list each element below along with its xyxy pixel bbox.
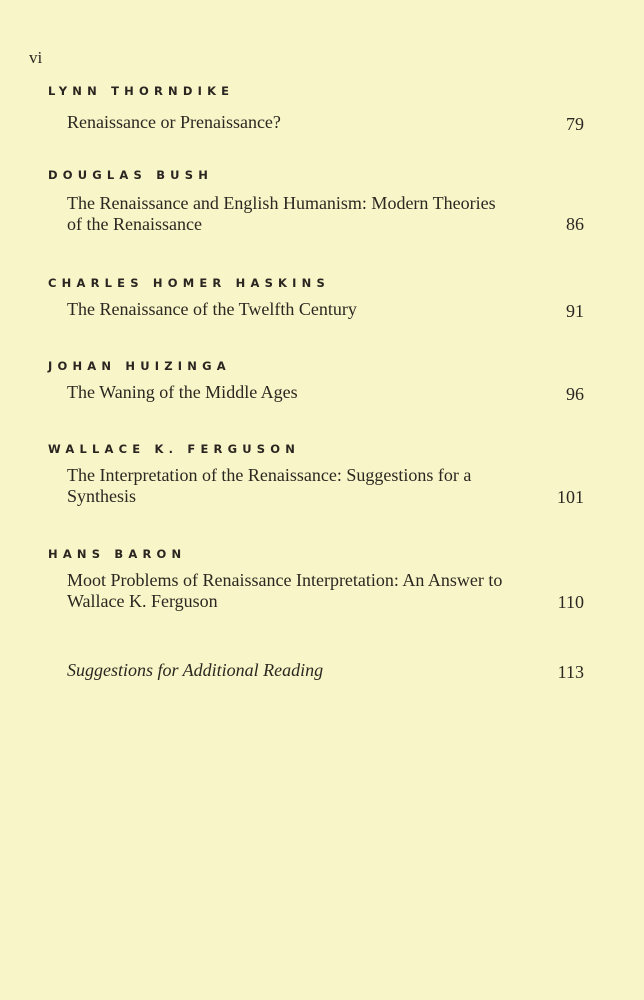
title-line: of the Renaissance xyxy=(67,214,202,234)
entry-page: 79 xyxy=(566,114,584,134)
entry-title: Renaissance or Prenaissance? xyxy=(67,112,281,132)
entry-author: DOUGLAS BUSH xyxy=(48,168,214,182)
entry-page: 86 xyxy=(566,214,584,234)
title-line: Wallace K. Ferguson xyxy=(67,591,218,611)
entry-title xyxy=(67,570,527,612)
entry-author: WALLACE K. FERGUSON xyxy=(48,442,301,456)
suggestions-title: Suggestions for Additional Reading xyxy=(67,660,324,680)
entry-title: The Renaissance of the Twelfth Century xyxy=(67,299,357,319)
page-folio: vi xyxy=(29,48,43,67)
entry-page: 96 xyxy=(566,384,584,404)
entry-title xyxy=(67,465,527,507)
entry-title: The Waning of the Middle Ages xyxy=(67,382,298,402)
suggestions-page: 113 xyxy=(557,662,584,682)
entry-author: LYNN THORNDIKE xyxy=(48,84,235,98)
entry-author: HANS BARON xyxy=(48,547,187,561)
title-line: The Renaissance and English Humanism: Modern Theories xyxy=(67,193,496,213)
entry-page: 110 xyxy=(557,592,584,612)
entry-author: JOHAN HUIZINGA xyxy=(48,359,231,373)
title-line: Synthesis xyxy=(67,486,137,506)
entry-title xyxy=(67,193,527,235)
entry-author: CHARLES HOMER HASKINS xyxy=(48,276,330,290)
title-line: The Interpretation of the Renaissance: Suggestions for a xyxy=(67,465,472,485)
entry-page: 101 xyxy=(557,487,584,507)
entry-page: 91 xyxy=(566,301,584,321)
title-line: Moot Problems of Renaissance Interpretation: An Answer to xyxy=(67,570,503,590)
